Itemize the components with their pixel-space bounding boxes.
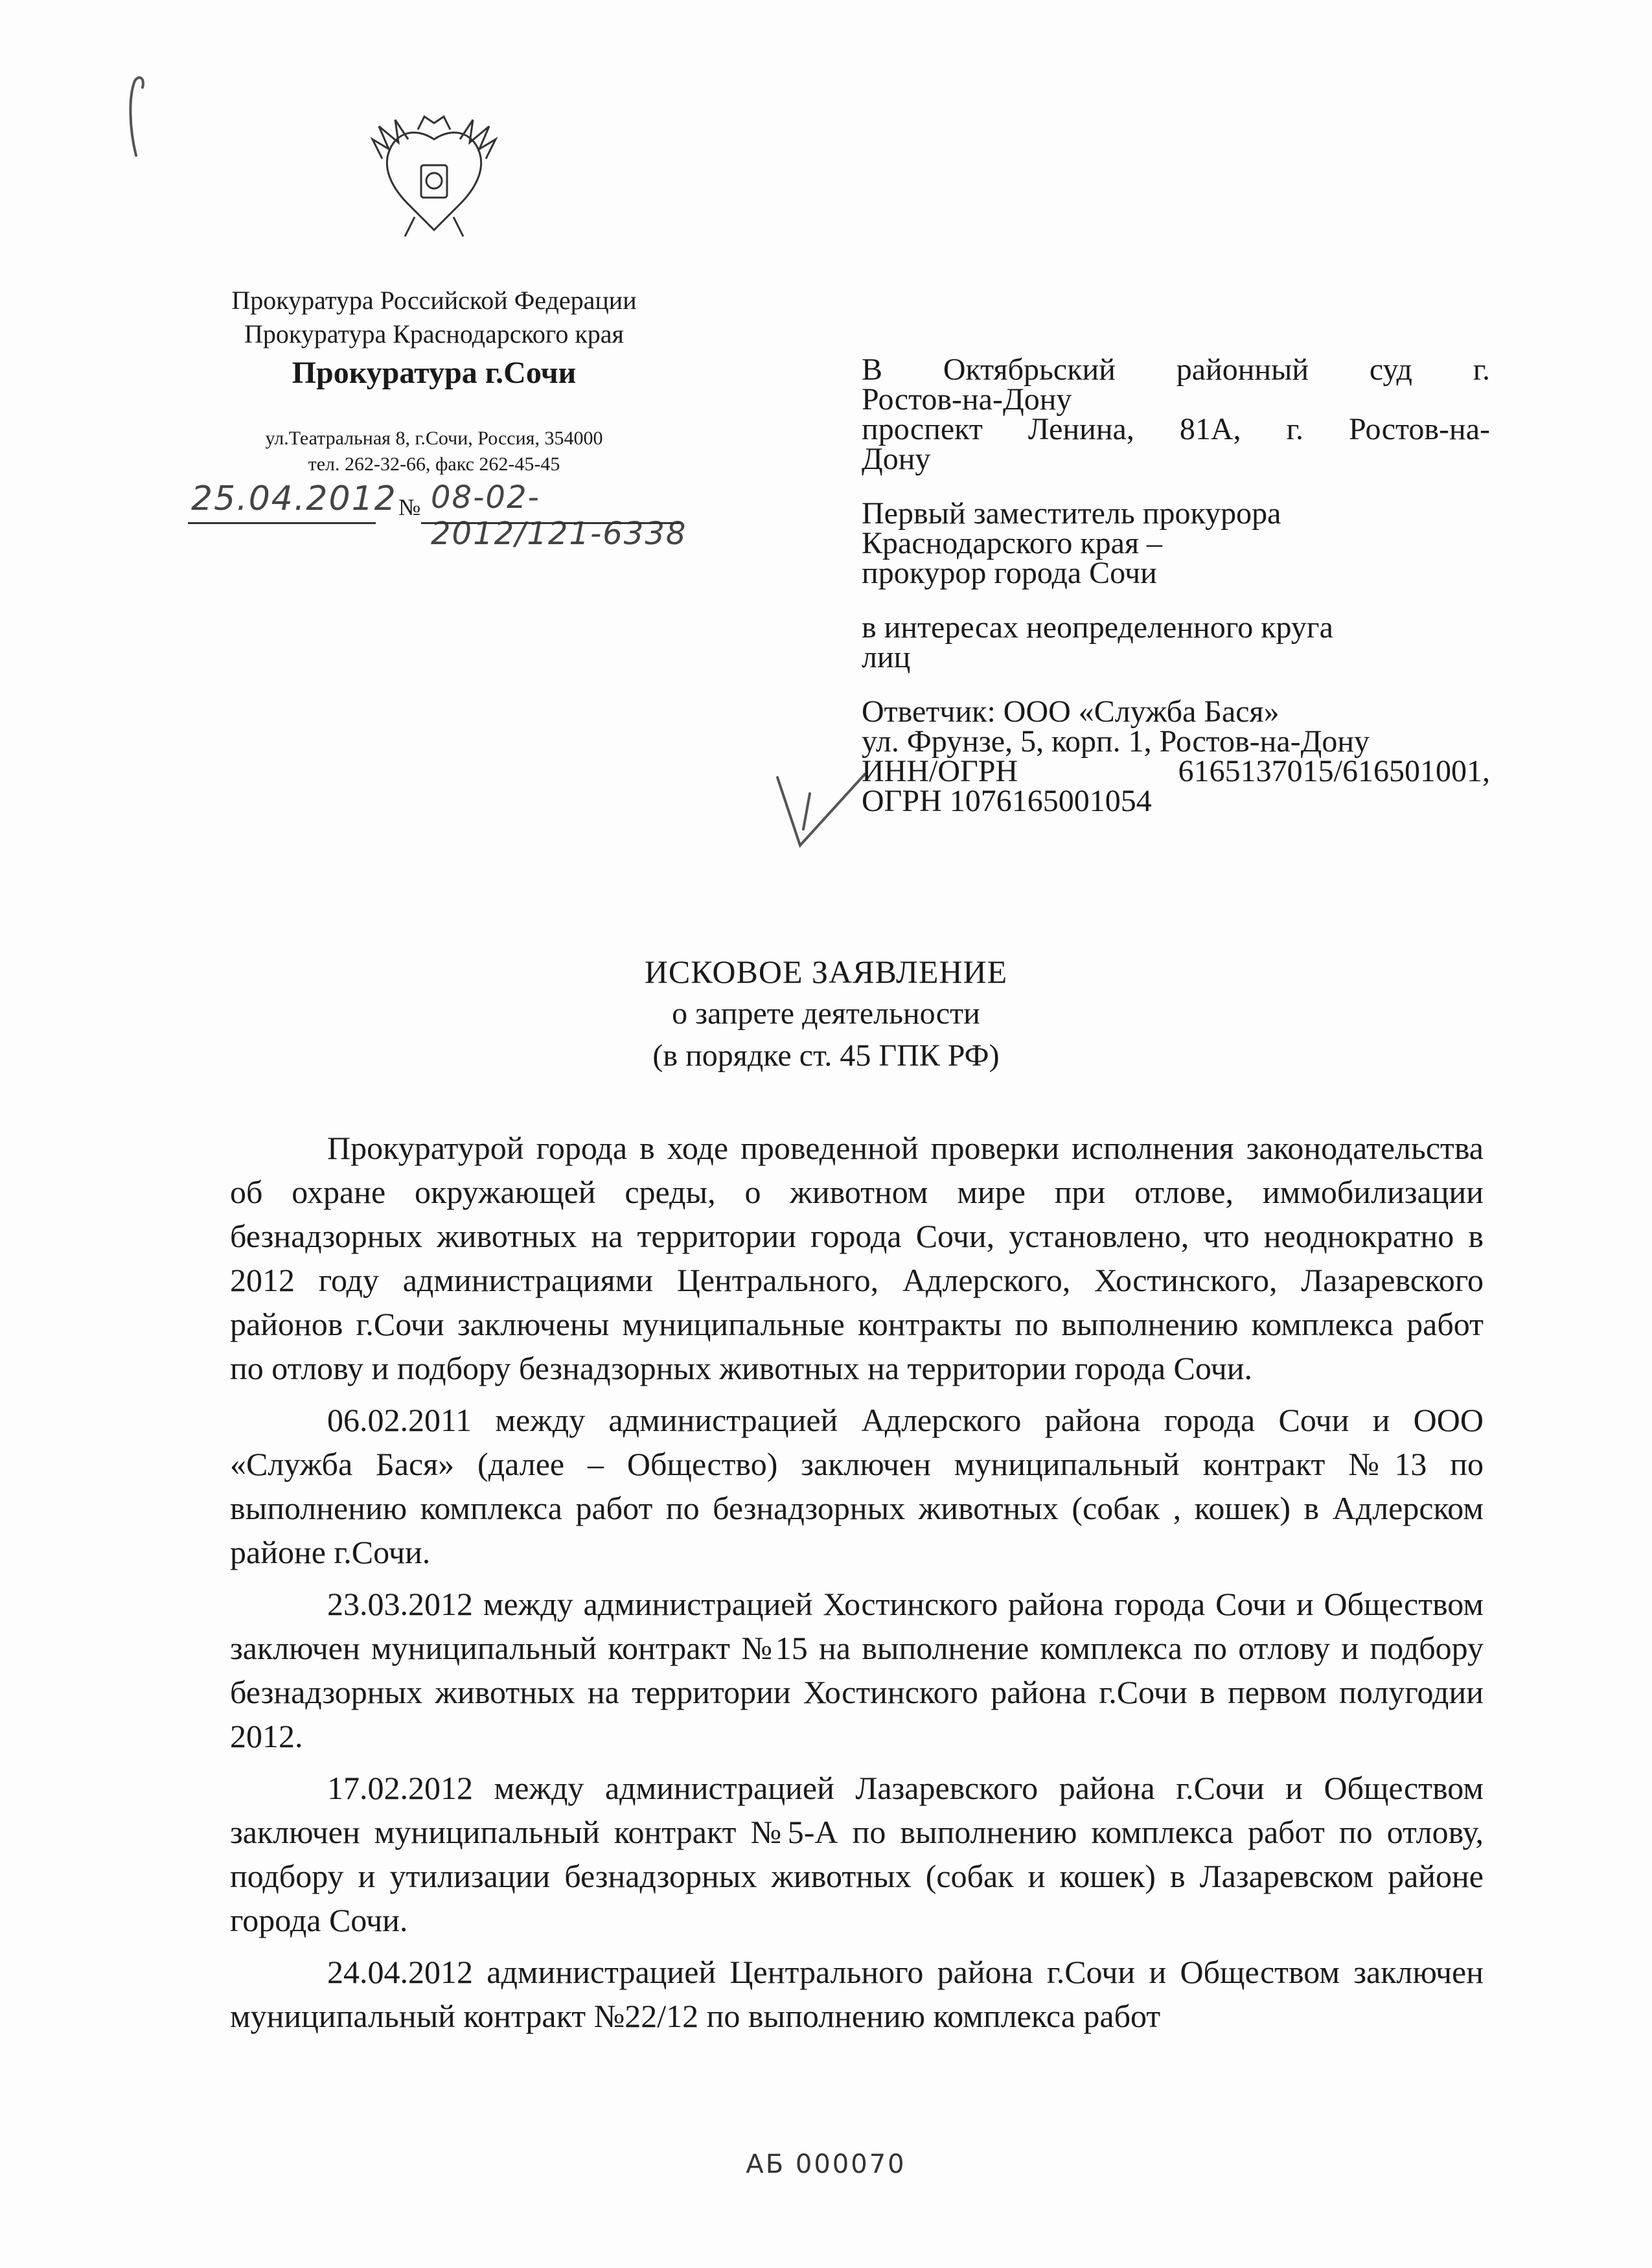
defendant-line-3: ИНН/ОГРН 6165137015/616501001, bbox=[862, 754, 1490, 788]
paragraph-2: 06.02.2011 между администрацией Адлерского района города Сочи и ООО «Служба Бася» (далее – Общество) заключен муниципальный контракт №13 по выполнению комплекса работ по безнадзорных животных (собак , кошек) в Адлерском районе г.Сочи. bbox=[230, 1402, 1484, 1570]
paragraph-5: 24.04.2012 администрацией Центрального района г.Сочи и Обществом заключен муниципальный контракт №22/12 по выполнению комплекса работ bbox=[230, 1954, 1484, 2034]
paragraph-1: Прокуратурой города в ходе проведенной проверки исполнения законодательства об охране окружающей среды, о животном мире при отлове, иммобилизации безнадзорных животных на территории города Сочи, установлено, что неоднократно в 2012 году администрациями Центрального, Адлерского, Хостинского, Лазаревского районов г.Сочи заключены муниципальные контракты по выполнению комплекса работ по отлову и подбору безнадзорных животных на территории города Сочи. bbox=[230, 1130, 1484, 1386]
court-address-line-1: проспект Ленина, 81А, г. Ростов-на- bbox=[862, 412, 1490, 446]
plaintiff-line-3: прокурор города Сочи bbox=[862, 556, 1157, 590]
handwritten-check-mark bbox=[774, 768, 871, 852]
court-line-2: Ростов-на-Дону bbox=[862, 382, 1072, 417]
org-address: ул.Театральная 8, г.Сочи, Россия, 354000 bbox=[265, 428, 603, 449]
double-headed-eagle-emblem-icon bbox=[369, 113, 499, 243]
org-main-title: Прокуратура г.Сочи bbox=[292, 356, 577, 390]
org-line-federation: Прокуратура Российской Федерации bbox=[231, 286, 637, 315]
interest-line-2: лиц bbox=[862, 640, 911, 674]
court-line-1: В Октябрьский районный суд г. bbox=[862, 352, 1490, 387]
addressee-block bbox=[862, 352, 1490, 818]
outgoing-date: 25.04.2012 bbox=[191, 479, 397, 518]
paragraph-4: 17.02.2012 между администрацией Лазаревского района г.Сочи и Обществом заключен муниципальный контракт №5-А по выполнению комплекса работ по отлову, подбору и утилизации безнадзорных животных (собак и кошек) в Лазаревском районе города Сочи. bbox=[230, 1770, 1484, 1938]
number-underline bbox=[421, 522, 680, 524]
defendant-line-2: ул. Фрунзе, 5, корп. 1, Ростов-на-Дону bbox=[862, 724, 1370, 759]
paragraph-3: 23.03.2012 между администрацией Хостинского района города Сочи и Обществом заключен муниципальный контракт №15 на выполнение комплекса по отлову и подбору безнадзорных животных на территории Хостинского района г.Сочи в первом полугодии 2012. bbox=[230, 1586, 1484, 1754]
interest-line-1: в интересах неопределенного круга bbox=[862, 610, 1333, 645]
document-body bbox=[230, 1126, 1484, 2046]
number-sign: № bbox=[398, 494, 421, 520]
document-subtitle-2: (в порядке ст. 45 ГПК РФ) bbox=[652, 1038, 1000, 1073]
outgoing-number-line bbox=[188, 479, 706, 552]
defendant-line-1: Ответчик: ООО «Служба Бася» bbox=[862, 694, 1279, 729]
paper-clip-mark bbox=[117, 71, 155, 162]
outgoing-number: 08-02-2012/121-6338 bbox=[431, 479, 687, 552]
org-line-region: Прокуратура Краснодарского края bbox=[244, 319, 624, 349]
plaintiff-line-1: Первый заместитель прокурора bbox=[862, 496, 1281, 531]
date-underline bbox=[188, 522, 376, 524]
plaintiff-line-2: Краснодарского края – bbox=[862, 526, 1163, 560]
footer-form-code: АБ 000070 bbox=[746, 2149, 906, 2179]
court-address-line-2: Дону bbox=[862, 442, 931, 476]
org-phones: тел. 262-32-66, факс 262-45-45 bbox=[308, 453, 560, 475]
document-subtitle-1: о запрете деятельности bbox=[672, 996, 980, 1031]
defendant-line-4: ОГРН 1076165001054 bbox=[862, 784, 1152, 818]
document-title: ИСКОВОЕ ЗАЯВЛЕНИЕ bbox=[644, 954, 1008, 990]
